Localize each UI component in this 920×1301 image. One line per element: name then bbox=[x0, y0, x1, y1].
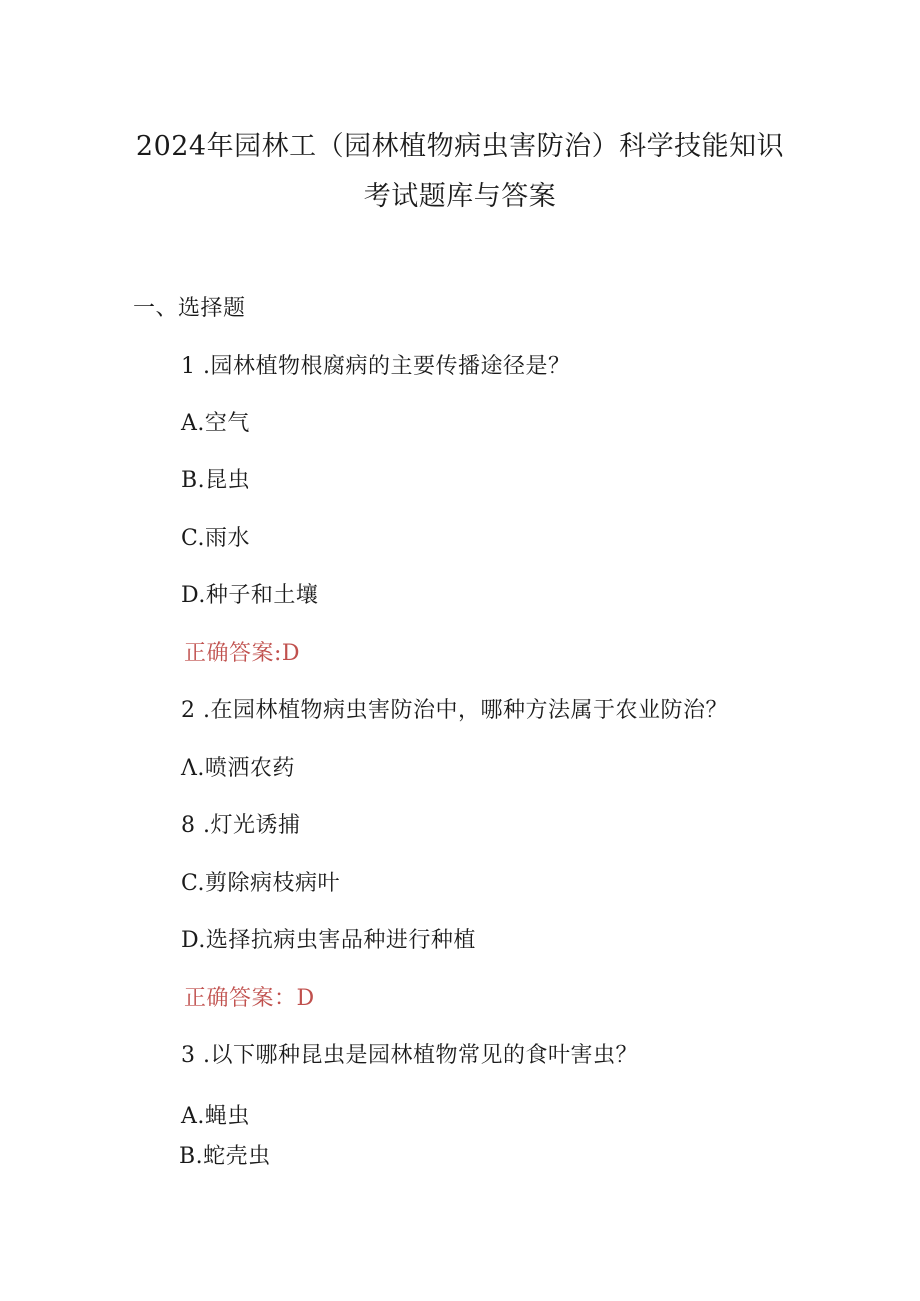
question-3-text: 3 .以下哪种昆虫是园林植物常见的食叶害虫？ bbox=[181, 1043, 638, 1068]
document-title-line-2: 考试题库与答案 bbox=[363, 181, 557, 212]
question-1-text: 1 .园林植物根腐病的主要传播途径是？ bbox=[181, 354, 571, 379]
question-1-option-b: B.昆虫 bbox=[181, 468, 251, 493]
question-3-option-b: B.蛇壳虫 bbox=[179, 1144, 271, 1169]
section-heading: 一、选择题 bbox=[133, 296, 246, 321]
question-2-option-c: C.剪除病枝病叶 bbox=[181, 871, 341, 896]
question-3-option-a: A.蝇虫 bbox=[181, 1104, 250, 1129]
question-2-option-b: 8 .灯光诱捕 bbox=[181, 813, 301, 838]
question-2-answer: 正确答案：D bbox=[184, 986, 315, 1011]
question-2-text: 2 .在园林植物病虫害防治中，哪种方法属于农业防治？ bbox=[181, 698, 728, 723]
question-2-option-a: Λ.喷洒农药 bbox=[181, 756, 295, 781]
question-1-option-d: D.种子和土壤 bbox=[181, 583, 319, 608]
question-1-answer: 正确答案:D bbox=[184, 641, 301, 666]
question-1-option-c: C.雨水 bbox=[181, 526, 251, 551]
question-2-option-d: D.选择抗病虫害品种进行种植 bbox=[181, 928, 476, 953]
document-title-line-1: 2024年园林工（园林植物病虫害防治）科学技能知识 bbox=[135, 131, 785, 162]
question-1-option-a: A.空气 bbox=[181, 411, 250, 436]
